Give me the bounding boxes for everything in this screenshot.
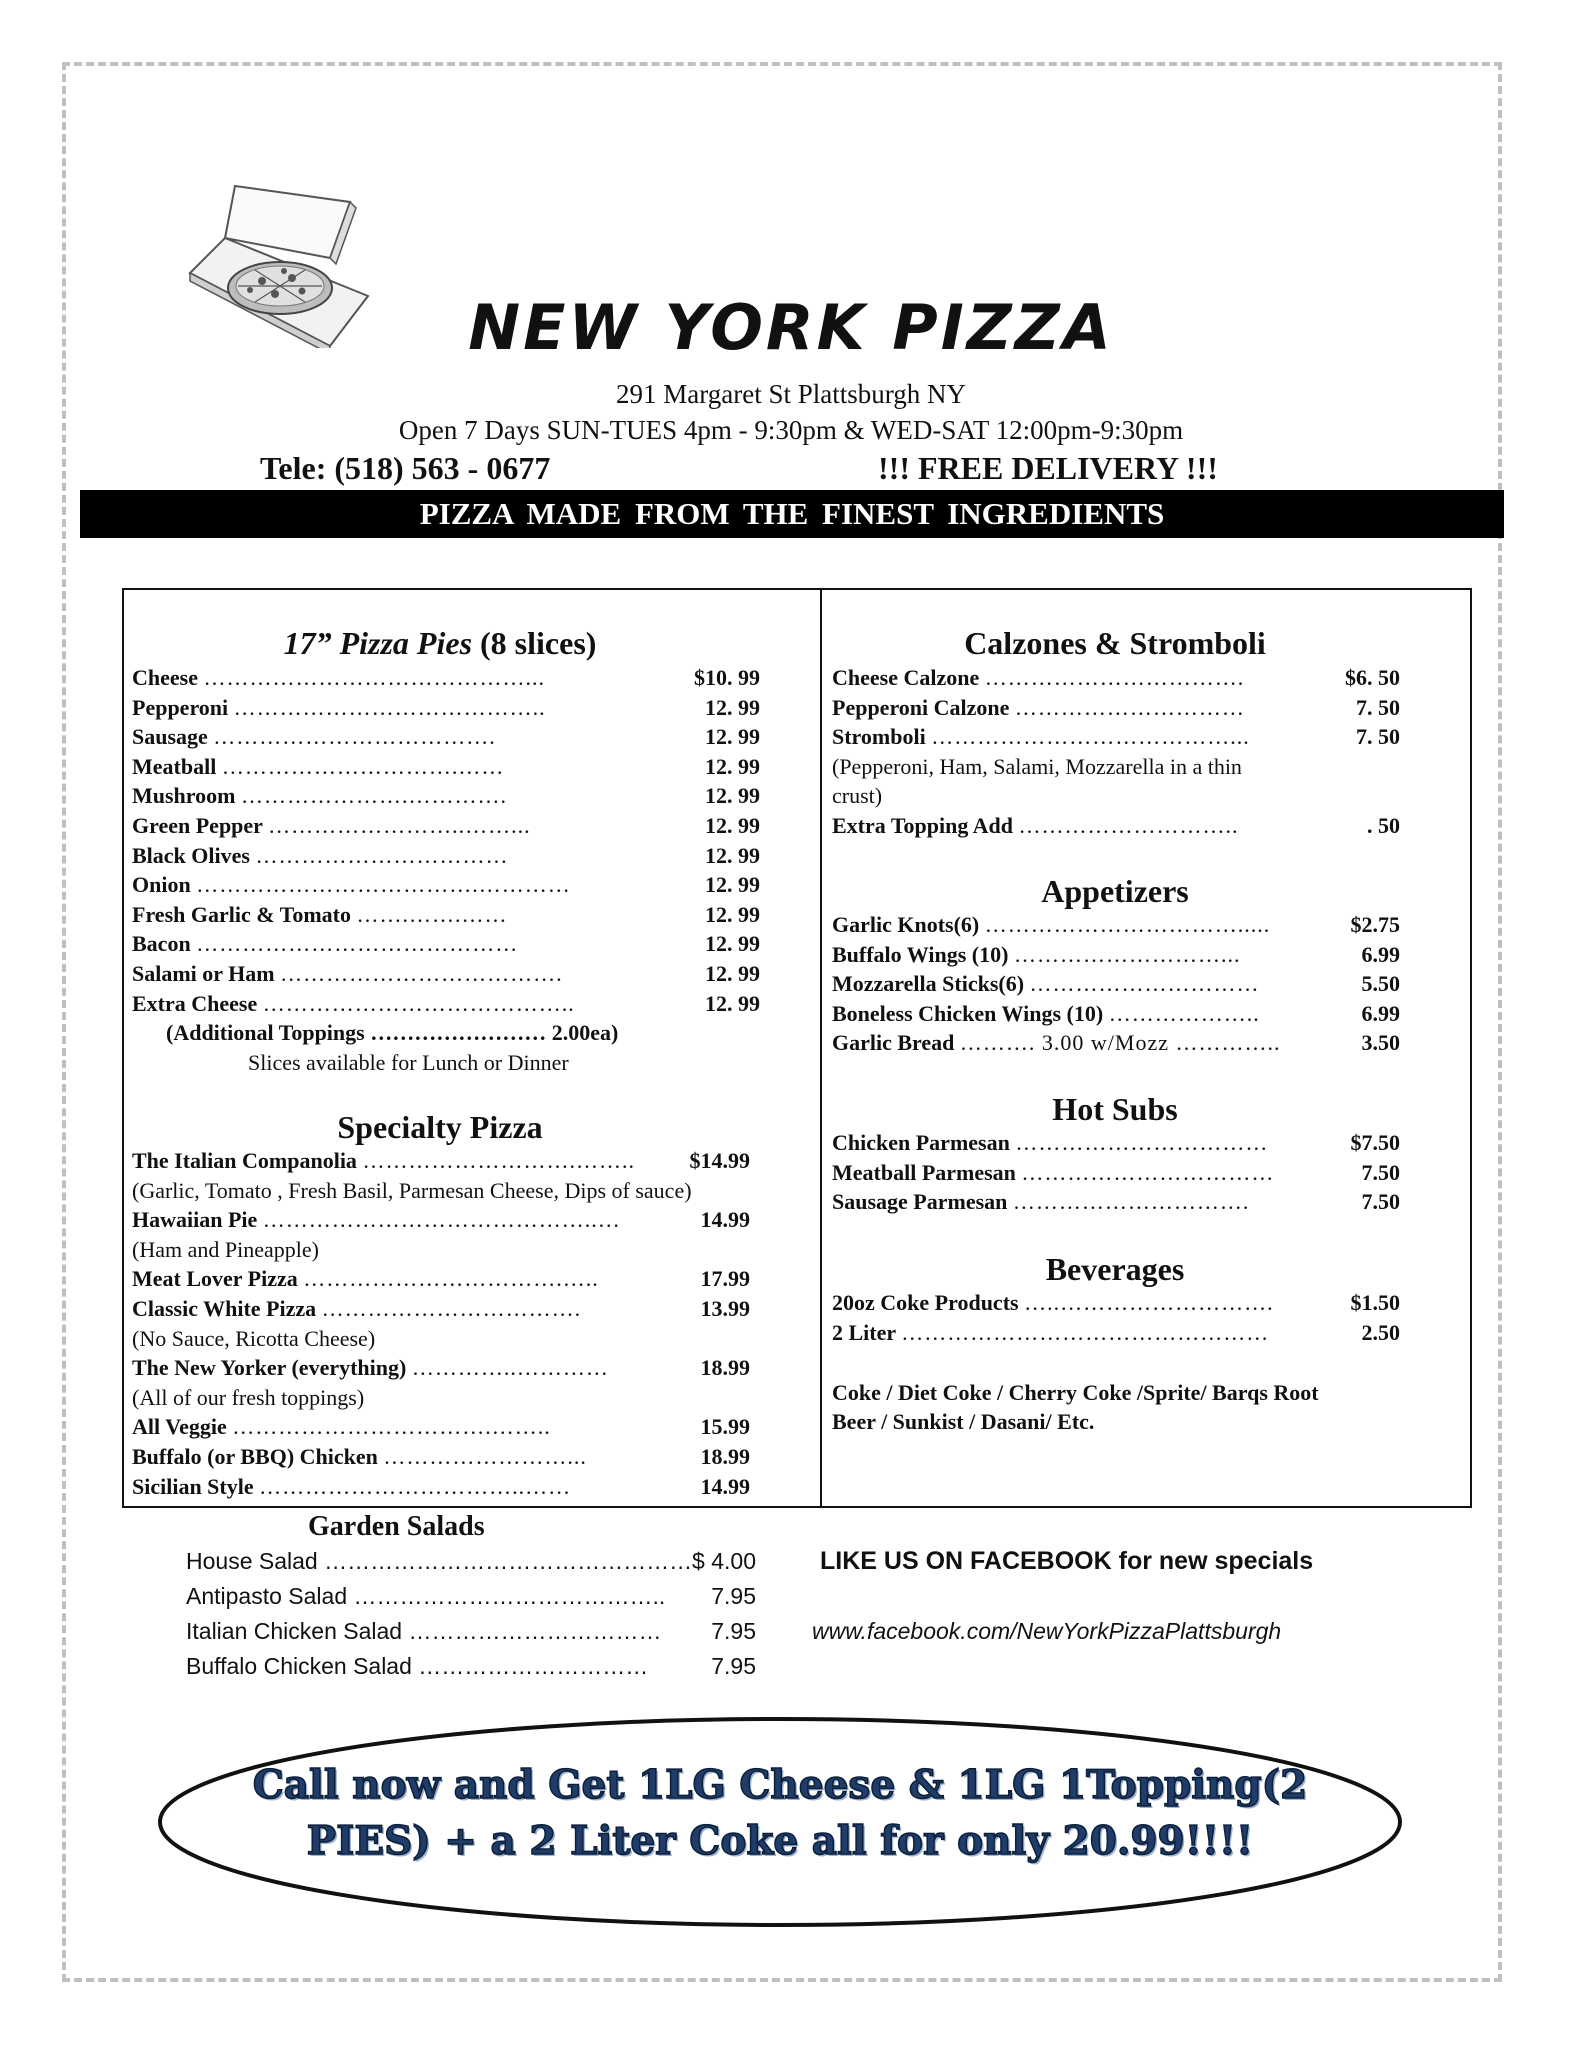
calzone-description: crust) (832, 783, 883, 809)
item-leader-dots: ……………….. (1108, 1000, 1260, 1026)
item-price: . 50 (1367, 813, 1400, 838)
salad-item (186, 1544, 756, 1578)
item-leader-dots: ………………………………. (213, 724, 496, 750)
item-leader-dots: ……………………... (383, 1444, 587, 1469)
item-leader-dots: ……………………….. (1018, 813, 1239, 838)
beverage-options-line2: Beer / Sunkist / Dasani/ Etc. (832, 1409, 1095, 1434)
appetizer-item (832, 940, 1400, 969)
item-price: 12. 99 (705, 753, 760, 779)
item-leader-dots: …………………………….…….. (232, 1414, 551, 1440)
pizza-pie-item (132, 752, 760, 781)
appetizer-item (832, 969, 1400, 998)
promo-text (155, 1757, 1405, 1869)
menu-column-divider (820, 588, 822, 1508)
beverage-options-line1: Coke / Diet Coke / Cherry Coke /Sprite/ Barqs Root (832, 1380, 1319, 1405)
item-leader-dots: ………………………………………… (901, 1319, 1270, 1345)
item-price: 7. 50 (1356, 694, 1400, 720)
item-price: 12. 99 (705, 842, 760, 868)
salad-price: 7.95 (711, 1618, 756, 1644)
item-price: 13.99 (700, 1296, 750, 1321)
item-leader-dots: …………………………… (1015, 1130, 1269, 1155)
item-name: Buffalo (or BBQ) Chicken (132, 1444, 384, 1469)
calzone-item (832, 693, 1400, 722)
item-leader-dots: …………………………………… (196, 931, 519, 957)
item-price: 12. 99 (705, 990, 760, 1016)
hot-sub-item (832, 1128, 1400, 1157)
specialty-description: (Ham and Pineapple) (132, 1236, 319, 1262)
item-price: $7.50 (1350, 1130, 1400, 1155)
salad-name: Antipasto Salad ………………………………….. (186, 1583, 666, 1609)
item-price: 12. 99 (705, 694, 760, 720)
pizza-pie-item (132, 841, 760, 870)
item-price: $10. 99 (694, 665, 760, 690)
item-price: $14.99 (689, 1148, 750, 1173)
item-price: 6.99 (1361, 941, 1400, 967)
item-name: Mushroom (132, 783, 241, 809)
salad-item (186, 1579, 756, 1613)
item-price: 12. 99 (705, 961, 760, 986)
item-name: Extra Cheese (132, 990, 263, 1016)
specialty-item (132, 1264, 750, 1293)
facebook-url[interactable]: www.facebook.com/NewYorkPizzaPlattsburgh (812, 1618, 1282, 1644)
item-price: 3.50 (1361, 1030, 1400, 1056)
item-price: 12. 99 (705, 813, 760, 838)
item-name: All Veggie (132, 1414, 233, 1440)
calzone-item (832, 663, 1400, 692)
pizza-pie-item (132, 781, 760, 810)
item-leader-dots: ………………………… (1014, 694, 1245, 720)
hot-subs-title: Hot Subs (1052, 1091, 1178, 1127)
item-leader-dots: …………………………… (1021, 1159, 1275, 1185)
beverages-title: Beverages (1045, 1251, 1185, 1287)
item-price: 12. 99 (705, 931, 760, 957)
item-name: Cheese Calzone (832, 665, 985, 690)
item-price: 17.99 (700, 1266, 750, 1292)
salad-item (186, 1649, 756, 1683)
item-name: Onion (132, 872, 197, 898)
beverage-item (832, 1318, 1400, 1347)
facebook-cta: LIKE US ON FACEBOOK for new specials (820, 1547, 1314, 1575)
item-name: Pepperoni Calzone (832, 694, 1015, 720)
item-leader-dots: …………………………….….. (303, 1266, 599, 1292)
phone-number: Tele: (518) 563 - 0677 (260, 450, 551, 486)
specialty-description: (Garlic, Tomato , Fresh Basil, Parmesan Cheese, Dips of sauce) (132, 1177, 692, 1203)
appetizer-item (832, 1028, 1400, 1057)
item-name: Cheese (132, 665, 204, 690)
item-leader-dots: ………………………………….. (262, 990, 575, 1016)
item-name: The Italian Companolia (132, 1148, 363, 1173)
salad-price: $ 4.00 (692, 1548, 756, 1574)
item-leader-dots: …………………………. (1012, 1189, 1250, 1215)
item-price: 12. 99 (705, 872, 760, 898)
item-name: Meatball (132, 753, 222, 779)
appetizer-item (832, 910, 1400, 939)
pizza-pie-item (132, 900, 760, 929)
pizza-pies-title-slices: (8 slices) (472, 625, 597, 661)
item-name: 2 Liter (832, 1319, 902, 1345)
hot-sub-item (832, 1158, 1400, 1187)
garden-salads-title: Garden Salads (308, 1511, 485, 1542)
calzone-item (832, 811, 1400, 840)
item-leader-dots: …..………………………. (1024, 1290, 1274, 1315)
item-name: Black Olives (132, 842, 256, 868)
free-delivery: !!! FREE DELIVERY !!! (878, 450, 1218, 486)
item-leader-dots: ……………………….…….. (362, 1148, 635, 1173)
item-leader-dots: …………..………… (411, 1355, 609, 1381)
specialty-item (132, 1472, 750, 1501)
item-leader-dots: ……………………………………..… (262, 1207, 621, 1233)
item-leader-dots: ……………………………….………… (196, 872, 571, 898)
item-name: Hawaiian Pie (132, 1207, 263, 1233)
item-name: Meatball Parmesan (832, 1159, 1022, 1185)
item-leader-dots: …….…….…… (356, 901, 508, 927)
salad-price: 7.95 (711, 1653, 756, 1679)
specialty-item (132, 1353, 750, 1382)
item-leader-dots: ……………………………. (984, 665, 1245, 690)
item-name: Salami or Ham (132, 961, 281, 986)
item-leader-dots: ……………………………..…… (259, 1473, 572, 1499)
item-price: 12. 99 (705, 783, 760, 809)
specialty-item (132, 1412, 750, 1441)
item-leader-dots: ……………………………..... (984, 912, 1271, 937)
item-price: 15.99 (700, 1414, 750, 1440)
item-name: The New Yorker (everything) (132, 1355, 412, 1381)
calzone-description: (Pepperoni, Ham, Salami, Mozzarella in a thin (832, 753, 1242, 779)
item-name: Pepperoni (132, 694, 234, 720)
specialty-description: (No Sauce, Ricotta Cheese) (132, 1325, 376, 1351)
item-name: Sausage (132, 724, 214, 750)
item-price: $2.75 (1350, 912, 1400, 937)
hot-sub-item (832, 1187, 1400, 1216)
restaurant-title: NEW YORK PIZZA (468, 291, 1114, 364)
salad-price: 7.95 (711, 1583, 756, 1609)
item-price: 14.99 (700, 1473, 750, 1499)
item-name: Boneless Chicken Wings (10) (832, 1000, 1109, 1026)
appetizers-title: Appetizers (1041, 873, 1189, 909)
specialty-item (132, 1146, 750, 1175)
item-leader-dots: …………………………… (255, 842, 509, 868)
salad-name: House Salad ………………………………………… (186, 1548, 693, 1574)
item-leader-dots: ……………………..……... (268, 813, 531, 838)
item-price: $6. 50 (1345, 665, 1400, 690)
specialty-item (132, 1442, 750, 1471)
item-name: Classic White Pizza (132, 1296, 322, 1321)
pizza-pies-title (240, 624, 640, 662)
promo-ellipse (155, 1715, 1405, 1930)
item-price: 7.50 (1361, 1189, 1400, 1215)
address: 291 Margaret St Plattsburgh NY (616, 379, 966, 409)
item-name: 20oz Coke Products (832, 1290, 1025, 1315)
beverage-item (832, 1288, 1400, 1317)
item-name: Bacon (132, 931, 197, 957)
salad-name: Buffalo Chicken Salad ………………………… (186, 1653, 649, 1679)
slices-note: Slices available for Lunch or Dinner (248, 1050, 569, 1075)
promo-line2: PIES) + a 2 Liter Coke all for only 20.99!!!! (306, 1818, 1254, 1864)
item-price: 7. 50 (1356, 724, 1400, 750)
pizza-pie-item (132, 989, 760, 1018)
salad-item (186, 1614, 756, 1648)
item-leader-dots: ………………………….…… (221, 753, 505, 779)
item-name: Meat Lover Pizza (132, 1266, 304, 1292)
hours: Open 7 Days SUN-TUES 4pm - 9:30pm & WED-SAT 12:00pm-9:30pm (398, 415, 1184, 445)
promo-line1: Call now and Get 1LG Cheese & 1LG 1Topping(2 (252, 1762, 1308, 1808)
item-leader-dots: ………………….…………. (241, 783, 507, 809)
item-leader-dots: …………………………………... (931, 724, 1250, 750)
specialty-pizza-title: Specialty Pizza (337, 1109, 543, 1145)
pizza-pies-title-size: 17” Pizza Pies (283, 625, 473, 661)
item-name: Stromboli (832, 724, 932, 750)
item-name: Fresh Garlic & Tomato (132, 901, 357, 927)
item-name: Mozzarella Sticks(6) (832, 971, 1030, 997)
specialty-description: (All of our fresh toppings) (132, 1384, 365, 1410)
item-leader-dots: ……………………………………... (203, 665, 545, 690)
item-name: Sicilian Style (132, 1473, 260, 1499)
item-price: 12. 99 (705, 724, 760, 750)
pizza-pie-item (132, 929, 760, 958)
pizza-pie-item (132, 870, 760, 899)
item-leader-dots: ………………………... (1013, 941, 1241, 967)
item-name: Green Pepper (132, 813, 269, 838)
item-price: 7.50 (1361, 1159, 1400, 1185)
item-leader-dots: ………………………… (1029, 971, 1260, 997)
pizza-pie-item (132, 811, 760, 840)
item-price: $1.50 (1350, 1290, 1400, 1315)
item-name: Chicken Parmesan (832, 1130, 1016, 1155)
appetizer-item (832, 999, 1400, 1028)
item-name: Sausage Parmesan (832, 1189, 1013, 1215)
item-price: 2.50 (1361, 1319, 1400, 1345)
item-name: Buffalo Wings (10) (832, 941, 1014, 967)
item-name: Extra Topping Add (832, 813, 1019, 838)
ingredients-banner: PIZZA MADE FROM THE FINEST INGREDIENTS (80, 490, 1504, 538)
item-price: 6.99 (1361, 1000, 1400, 1026)
item-price: 18.99 (700, 1444, 750, 1469)
calzone-item (832, 722, 1400, 751)
item-price: 14.99 (700, 1207, 750, 1233)
item-leader-dots: ……………………………. (321, 1296, 582, 1321)
additional-toppings: (Additional Toppings …………………… 2.00ea) (166, 1020, 619, 1045)
item-name: Garlic Bread (832, 1030, 960, 1056)
item-leader-dots: ………. 3.00 w/Mozz ………….. (959, 1030, 1281, 1056)
specialty-item (132, 1205, 750, 1234)
item-leader-dots: ………………………………. (280, 961, 563, 986)
item-price: 5.50 (1361, 971, 1400, 997)
pizza-pie-item (132, 663, 760, 692)
calzones-title: Calzones & Stromboli (964, 625, 1266, 661)
salad-name: Italian Chicken Salad …………………………… (186, 1618, 662, 1644)
item-price: 12. 99 (705, 901, 760, 927)
pizza-pie-item (132, 693, 760, 722)
item-price: 18.99 (700, 1355, 750, 1381)
item-leader-dots: ………………………………….. (233, 694, 546, 720)
pizza-pie-item (132, 959, 760, 988)
pizza-pie-item (132, 722, 760, 751)
specialty-item (132, 1294, 750, 1323)
item-name: Garlic Knots(6) (832, 912, 985, 937)
